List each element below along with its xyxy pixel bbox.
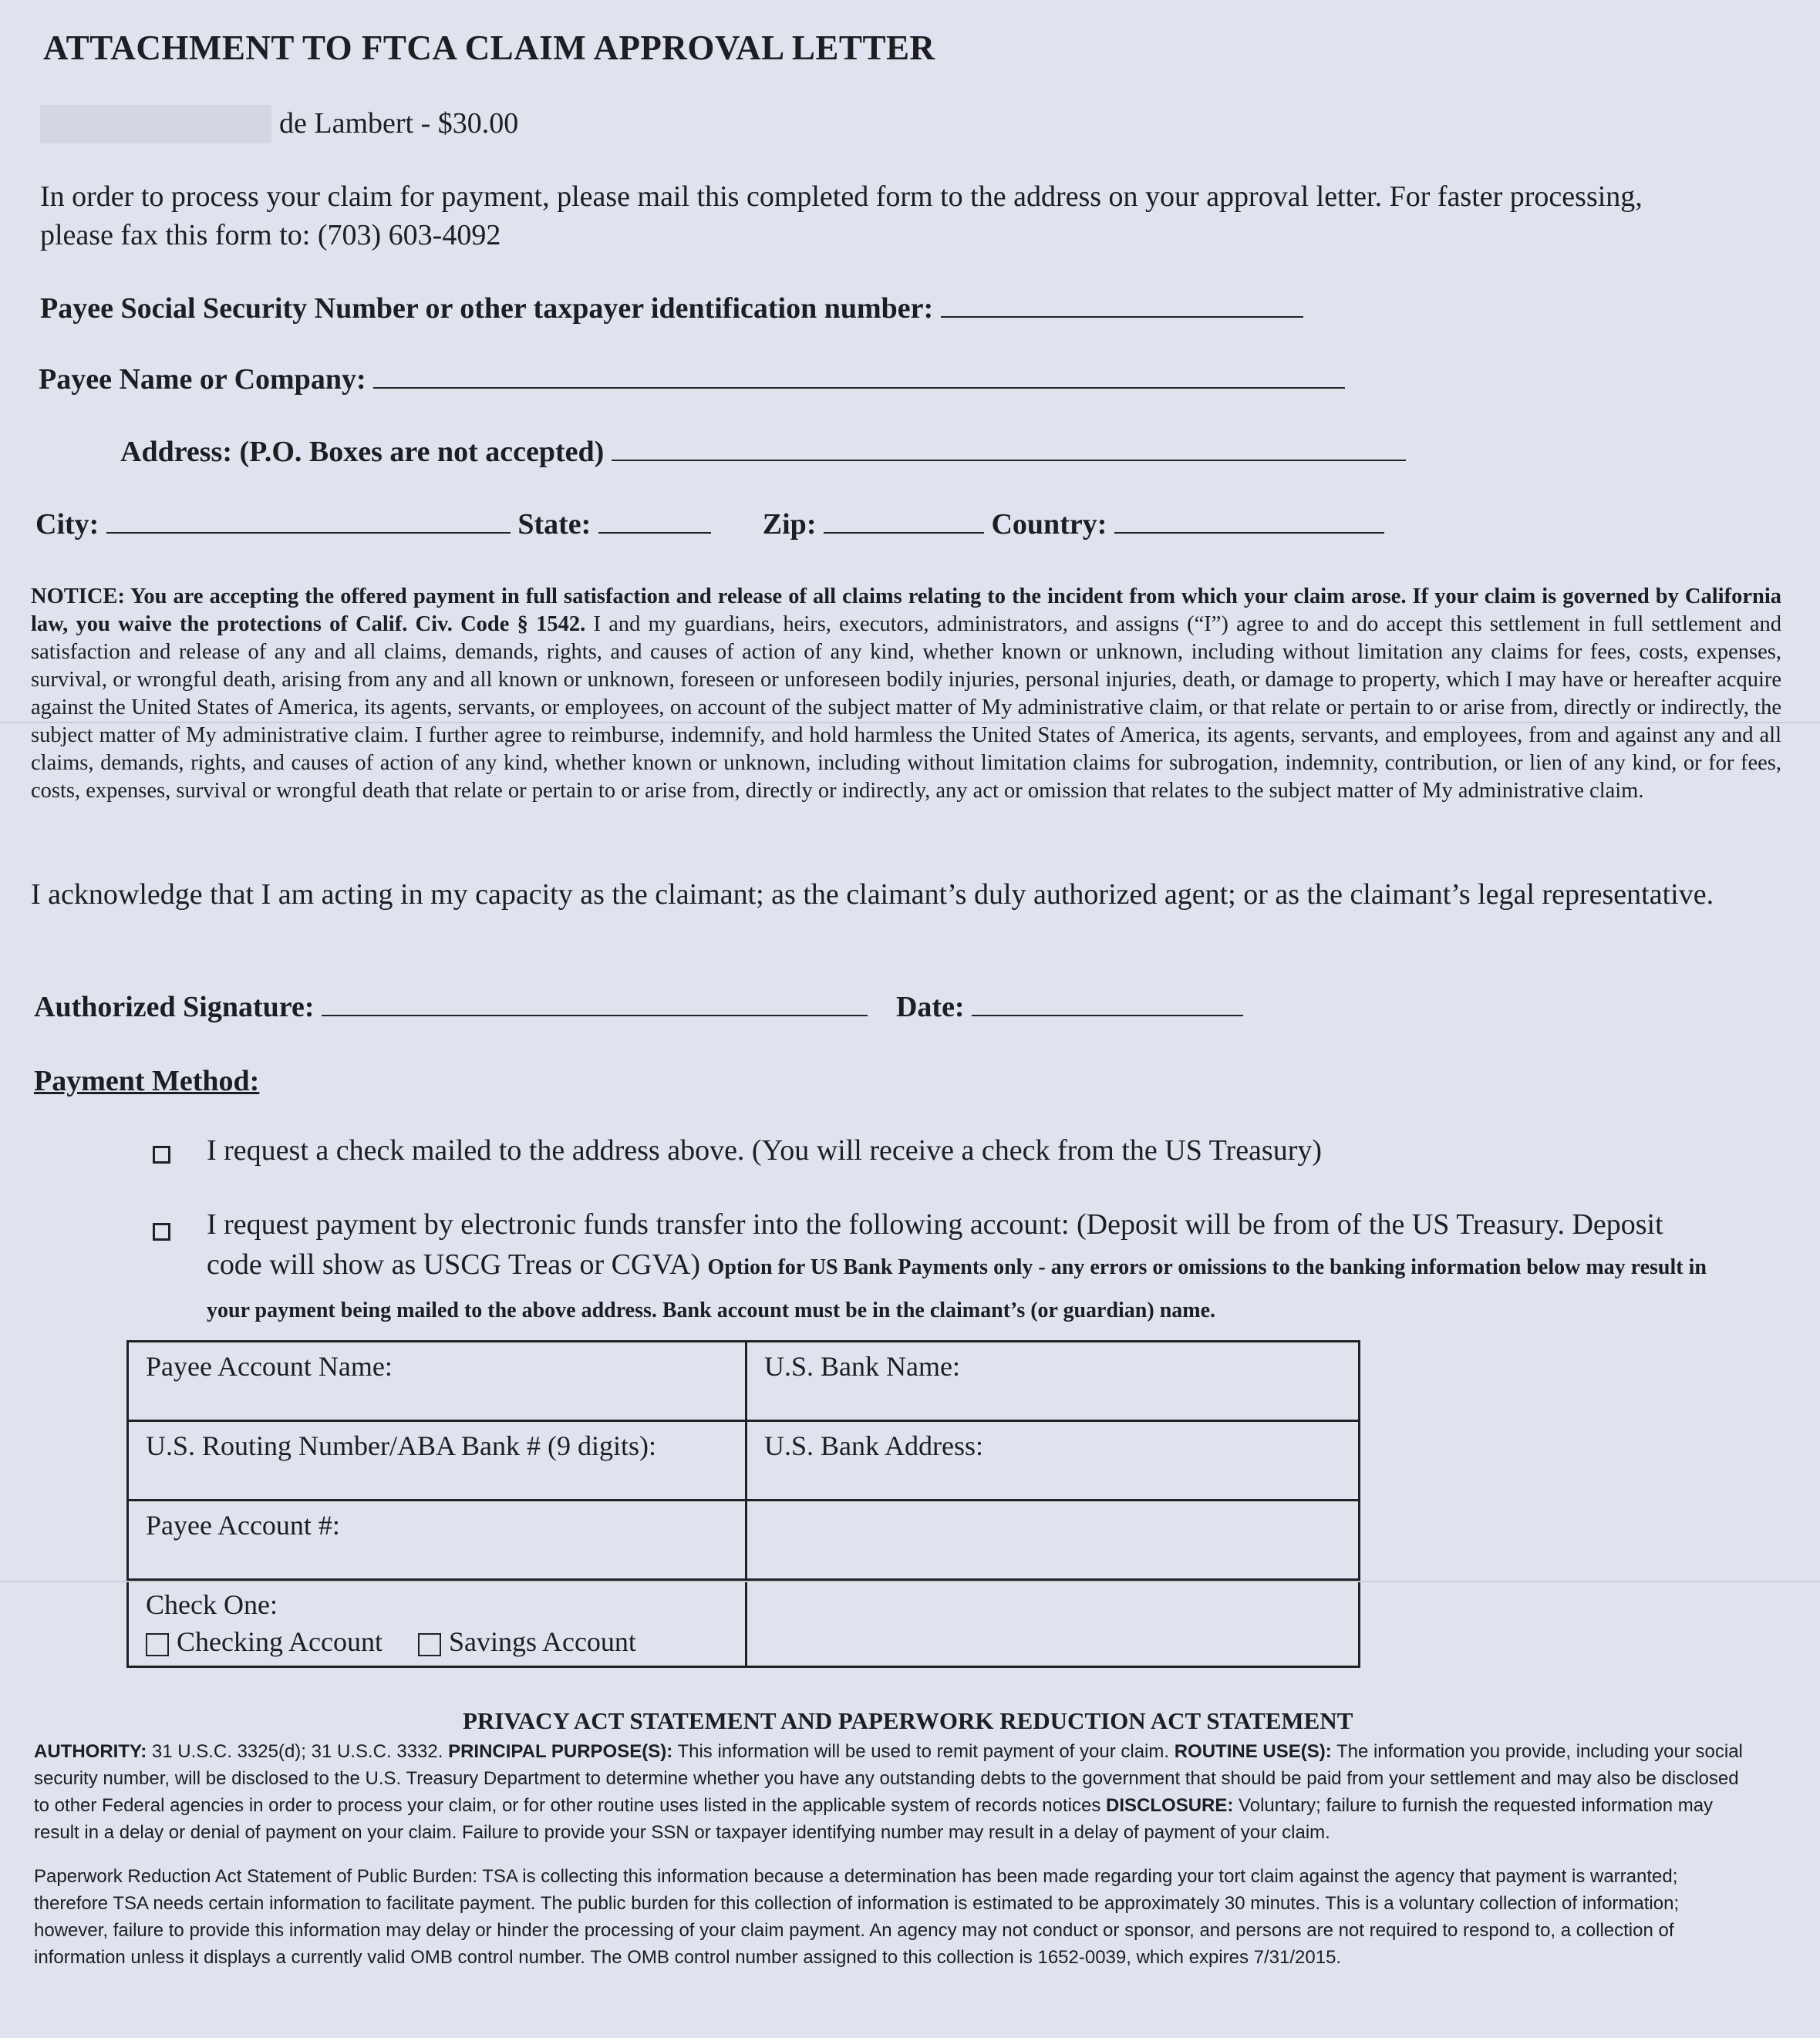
account-type-cell xyxy=(128,1580,747,1667)
bank-info-table xyxy=(126,1340,1360,1668)
purpose-text: This information will be used to remit payment of your claim. xyxy=(672,1741,1175,1762)
city-input-line[interactable] xyxy=(106,509,511,534)
eft-option-text: I request payment by electronic funds transfer into the following account: (Deposit will be from of the US Treasury. Deposit code will show as USCG Treas or CGVA) xyxy=(207,1208,1663,1281)
routine-label: ROUTINE USE(S): xyxy=(1174,1741,1332,1762)
authority-label: AUTHORITY: xyxy=(34,1741,147,1762)
date-input-line[interactable] xyxy=(972,992,1243,1016)
ssn-label: Payee Social Security Number or other taxpayer identification number: xyxy=(40,292,934,325)
payee-name-input-line[interactable] xyxy=(373,364,1345,389)
address-label: Address: (P.O. Boxes are not accepted) xyxy=(120,436,605,468)
state-label: State: xyxy=(517,508,592,541)
intro-text: In order to process your claim for payment, please mail this completed form to the address on your approval letter. For faster processing, please fax this form to: (703) 603-4092 xyxy=(40,180,1643,251)
purpose-label: PRINCIPAL PURPOSE(S): xyxy=(448,1741,673,1762)
form-title: ATTACHMENT TO FTCA CLAIM APPROVAL LETTER xyxy=(43,29,935,67)
notice-bold: NOTICE: You are accepting the offered payment in full satisfaction and release of all claims relating to the incident from which your claim arose. If your claim is governed by California law, you waive the protections of Calif. Civ. Code § 1542. xyxy=(31,584,1781,636)
state-input-line[interactable] xyxy=(598,509,711,534)
authority-text: 31 U.S.C. 3325(d); 31 U.S.C. 3332. xyxy=(147,1741,449,1762)
country-input-line[interactable] xyxy=(1114,509,1384,534)
notice-body: I and my guardians, heirs, executors, administrators, and assigns (“I”) agree to and do accept this settlement in full settlement and satisfaction and release of any and all claims, demands, rights, and causes of action of any kind, whether known or unknown, including without limitation any claims for fees, costs, expenses, survival, or wrongful death, arising from any and all known or unknown, foreseen or unforeseen bodily injuries, personal injuries, death, or damage to property, which I may have or hereafter acquire against the United States of America, its agents, servants, or employees, on account of the subject matter of My administrative claim, or that relate or pertain to or arise from, directly or indirectly, the subject matter of My administrative claim. I further agree to reimburse, indemnify, and hold harmless the United States of America, its agents, servants, and employees, from and against any and all claims, demands, rights, and causes of action of any kind, whether known or unknown, including without limitation claims for subrogation, indemnity, contribution, or lien of any kind, or for fees, costs, expenses, survival or wrongful death that relate or pertain to or arise from, directly or indirectly, any act or omission that relates to the subject matter of My administrative claim. xyxy=(31,612,1781,803)
date-label: Date: xyxy=(895,991,965,1023)
zip-label: Zip: xyxy=(762,508,817,541)
check-option-box[interactable] xyxy=(153,1146,170,1167)
privacy-heading: PRIVACY ACT STATEMENT AND PAPERWORK REDUCTION ACT STATEMENT xyxy=(463,1707,1353,1734)
check-option-label: I request a check mailed to the address above. (You will receive a check from the US Treasury) xyxy=(207,1134,1323,1167)
savings-label: Savings Account xyxy=(448,1626,636,1657)
bank-name-cell[interactable] xyxy=(747,1342,1360,1421)
eft-option-box[interactable] xyxy=(153,1223,170,1245)
checking-checkbox[interactable] xyxy=(146,1633,169,1656)
account-number-label: Payee Account #: xyxy=(146,1510,340,1541)
payee-name-label: Payee Name or Company: xyxy=(39,363,366,396)
paperwork-statement: Paperwork Reduction Act Statement of Public Burden: TSA is collecting this information because a determination has been made regarding your tort claim against the agency that payment is warranted; therefore TSA needs certain information to facilitate payment. The public burden for this collection of information is estimated to be approximately 30 minutes. This is a voluntary collection of information; however, failure to provide this information may delay or hinder the processing of your claim payment. An agency may not conduct or sponsor, and persons are not required to respond to, a collection of information unless it displays a currently valid OMB control number. The OMB control number assigned to this collection is 1652-0039, which expires 7/31/2015. xyxy=(34,1866,1680,1968)
check-one-label: Check One: xyxy=(146,1589,278,1620)
ssn-row xyxy=(40,291,1303,325)
notice-paragraph xyxy=(31,583,1781,805)
eft-option-note: Option for US Bank Payments only - any errors or omissions to the banking information below may result in your payment being mailed to the above address. Bank account must be in the claimant’s (or guardian) name. xyxy=(207,1255,1707,1322)
payee-account-name-label: Payee Account Name: xyxy=(146,1351,393,1382)
payment-method-heading: Payment Method: xyxy=(34,1065,260,1097)
empty-cell-1[interactable] xyxy=(747,1501,1360,1580)
eft-option-label xyxy=(207,1204,1718,1331)
paper-fold xyxy=(0,722,1820,723)
bank-address-label: U.S. Bank Address: xyxy=(764,1430,984,1461)
country-label: Country: xyxy=(991,508,1107,541)
checking-label: Checking Account xyxy=(177,1626,383,1657)
zip-input-line[interactable] xyxy=(824,509,984,534)
payee-account-name-cell[interactable] xyxy=(128,1342,747,1421)
city-state-row xyxy=(35,507,1384,541)
payee-name-row xyxy=(39,362,1345,396)
disclosure-text: Voluntary; failure to furnish the requested information may result in a delay or denial of payment on your claim. Failure to provide your SSN or taxpayer identifying number may result in a delay of payment of your claim. xyxy=(34,1795,1714,1843)
account-number-cell[interactable] xyxy=(128,1501,747,1580)
acknowledgement: I acknowledge that I am acting in my capacity as the claimant; as the claimant’s duly authorized agent; or as the claimant’s legal representative. xyxy=(31,878,1714,911)
privacy-statement xyxy=(34,1738,1754,1846)
claimant-amount: de Lambert - $30.00 xyxy=(279,107,519,140)
signature-input-line[interactable] xyxy=(322,992,868,1016)
address-row xyxy=(120,435,1406,469)
empty-cell-2[interactable] xyxy=(747,1580,1360,1667)
paper-fold-2 xyxy=(0,1581,1820,1582)
address-input-line[interactable] xyxy=(612,436,1406,461)
redacted-name xyxy=(40,105,271,143)
signature-row xyxy=(34,990,1243,1024)
savings-checkbox[interactable] xyxy=(418,1633,441,1656)
disclosure-label: DISCLOSURE: xyxy=(1106,1795,1234,1816)
routing-number-cell[interactable] xyxy=(128,1421,747,1501)
bank-name-label: U.S. Bank Name: xyxy=(764,1351,960,1382)
city-label: City: xyxy=(35,508,99,541)
ssn-input-line[interactable] xyxy=(941,293,1303,318)
signature-label: Authorized Signature: xyxy=(34,991,315,1023)
routine-text: The information you provide, including your social security number, will be disclosed to the U.S. Treasury Department to determine whether you have any outstanding debts to the government that should be paid from your settlement and may also be disclosed to other Federal agencies in order to process your claim, or for other routine uses listed in the applicable system of records notices xyxy=(34,1741,1743,1816)
routing-number-label: U.S. Routing Number/ABA Bank # (9 digits): xyxy=(146,1430,657,1461)
bank-address-cell[interactable] xyxy=(747,1421,1360,1501)
